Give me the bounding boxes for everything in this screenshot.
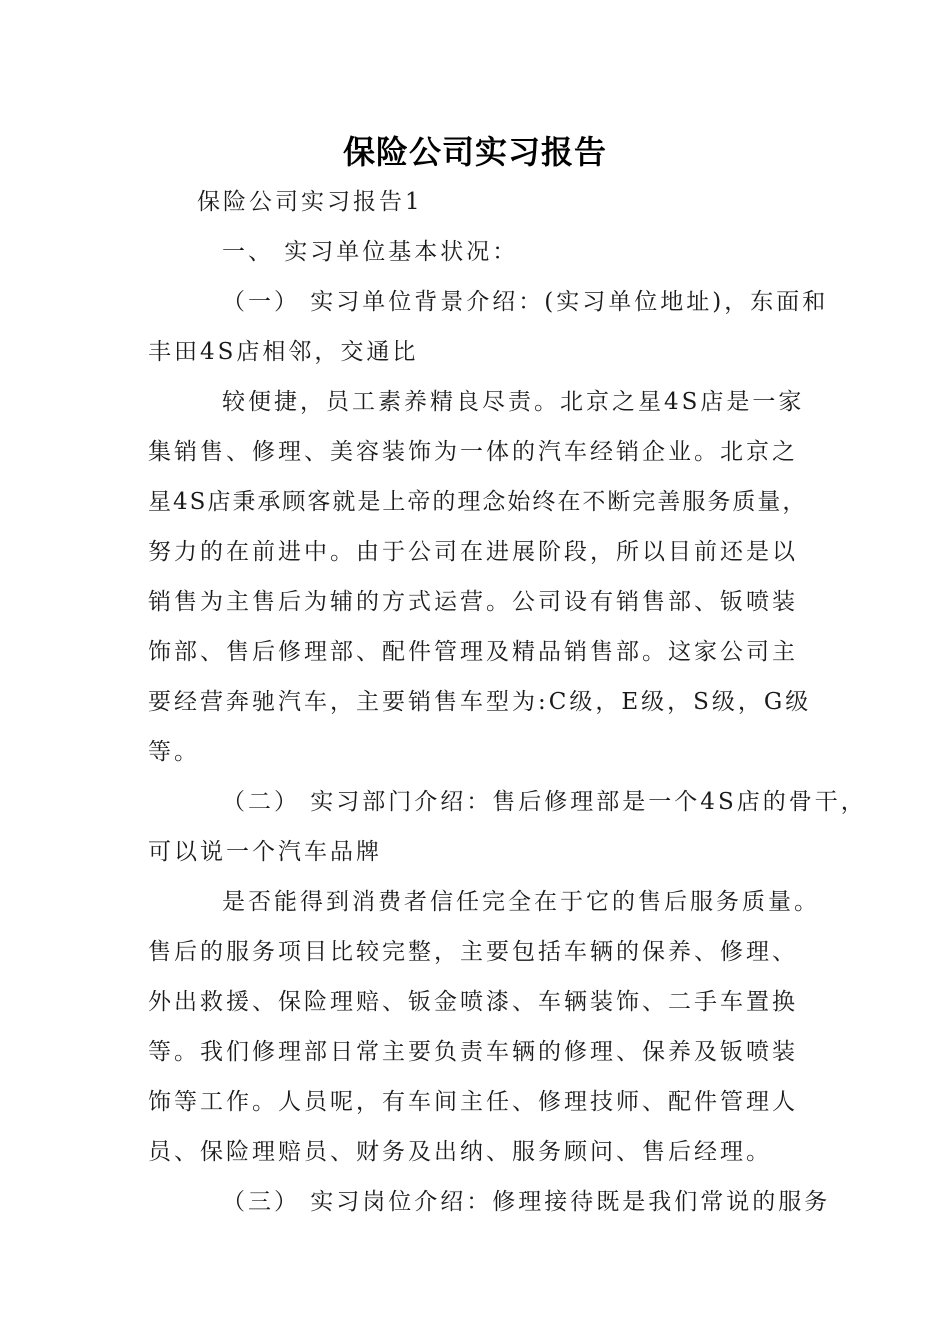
paragraph-line: 销售为主售后为辅的方式运营。公司设有销售部、钣喷装 xyxy=(148,589,798,615)
paragraph-line: 等。我们修理部日常主要负责车辆的修理、保养及钣喷装 xyxy=(148,1039,798,1065)
section-heading-2: （二） 实习部门介绍：售后修理部是一个4S店的骨干， xyxy=(222,789,867,815)
paragraph-line: 丰田4S店相邻，交通比 xyxy=(148,339,419,365)
paragraph-line: （一） 实习单位背景介绍：(实习单位地址)，东面和 xyxy=(222,289,829,315)
document-title: 保险公司实习报告 xyxy=(342,133,607,171)
paragraph-line: 等。 xyxy=(148,739,200,765)
section-heading-1: 一、 实习单位基本状况： xyxy=(222,239,519,265)
section-heading-3: （三） 实习岗位介绍：修理接待既是我们常说的服务 xyxy=(222,1189,831,1215)
paragraph-line: 星4S店秉承顾客就是上帝的理念始终在不断完善服务质量， xyxy=(148,489,808,515)
paragraph-line: 售后的服务项目比较完整，主要包括车辆的保养、修理、 xyxy=(148,939,798,965)
paragraph-line: 较便捷，员工素养精良尽责。北京之星4S店是一家 xyxy=(222,389,805,415)
paragraph-line: 可以说一个汽车品牌 xyxy=(148,839,382,865)
paragraph-line: 外出救援、保险理赔、钣金喷漆、车辆装饰、二手车置换 xyxy=(148,989,798,1015)
paragraph-line: 员、保险理赔员、财务及出纳、服务顾问、售后经理。 xyxy=(148,1139,772,1165)
paragraph-line: 是否能得到消费者信任完全在于它的售后服务质量。 xyxy=(222,889,820,915)
paragraph-line: 饰部、售后修理部、配件管理及精品销售部。这家公司主 xyxy=(148,639,798,665)
subtitle-line: 保险公司实习报告1 xyxy=(197,189,423,215)
paragraph-line: 饰等工作。人员呢，有车间主任、修理技师、配件管理人 xyxy=(148,1089,798,1115)
paragraph-line: 集销售、修理、美容装饰为一体的汽车经销企业。北京之 xyxy=(148,439,798,465)
paragraph-line: 要经营奔驰汽车，主要销售车型为:C级，E级，S级，G级 xyxy=(148,689,812,715)
paragraph-line: 努力的在前进中。由于公司在进展阶段，所以目前还是以 xyxy=(148,539,798,565)
